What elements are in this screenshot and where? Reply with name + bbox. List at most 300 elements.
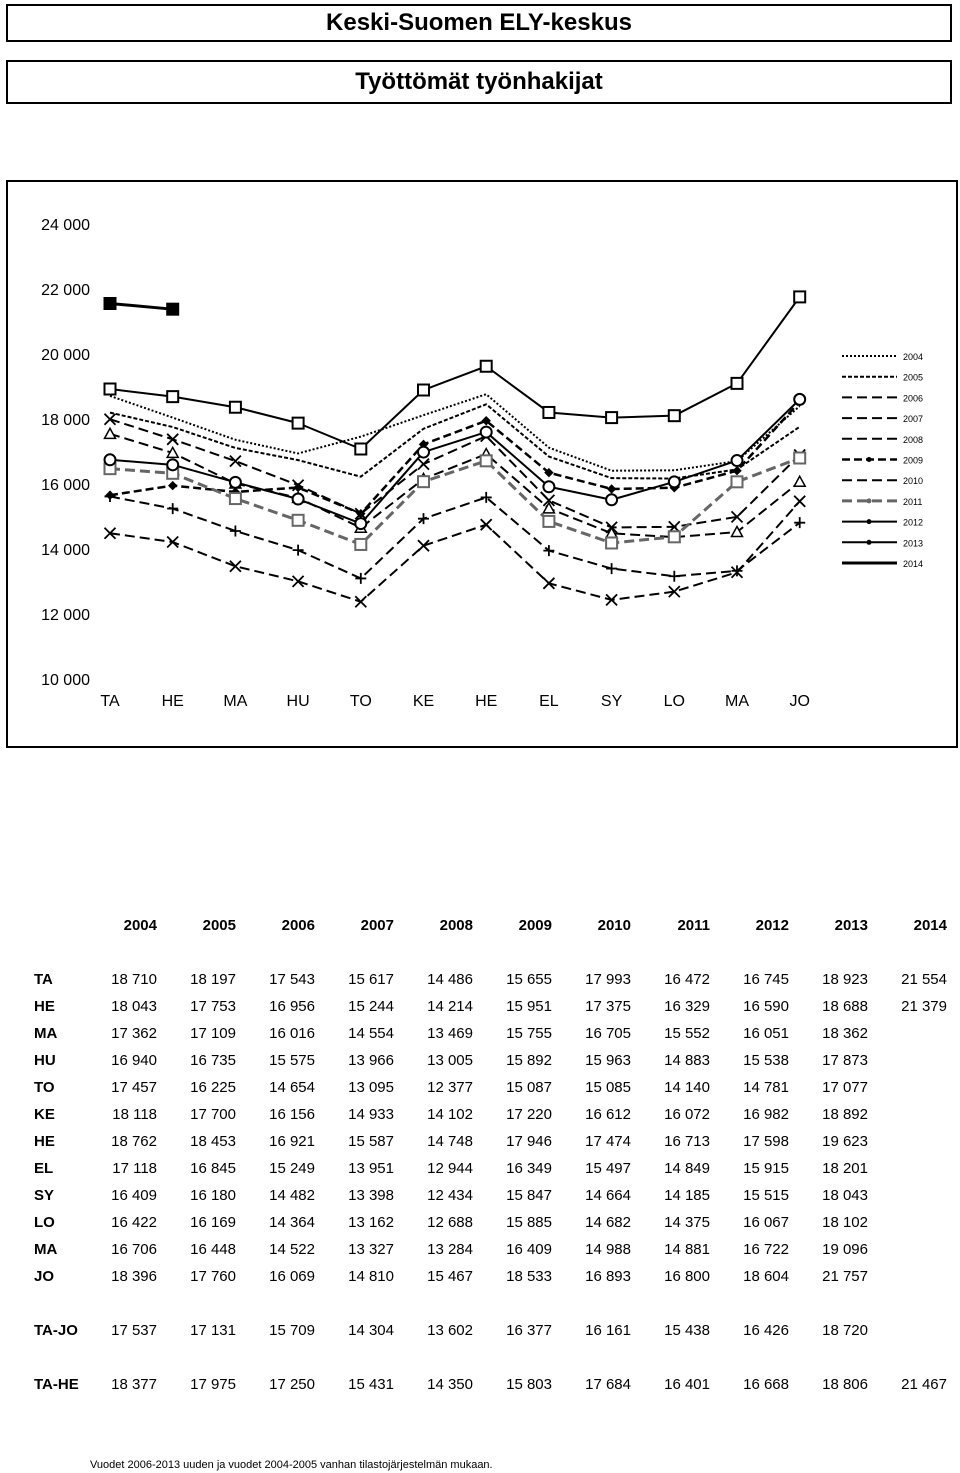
- table-cell: 16 156: [269, 1106, 315, 1123]
- table-cell: 16 016: [269, 1025, 315, 1042]
- data-point: [543, 516, 554, 527]
- table-cell: 16 940: [111, 1052, 157, 1069]
- y-tick-label: 20 000: [41, 347, 90, 364]
- table-cell: 15 575: [269, 1052, 315, 1069]
- table-cell: 18 688: [822, 998, 868, 1015]
- table-cell: 14 350: [427, 1376, 473, 1393]
- table-cell: 14 748: [427, 1133, 473, 1150]
- data-point: [293, 576, 304, 587]
- table-row: [0, 1155, 947, 1182]
- table-cell: 15 709: [269, 1322, 315, 1339]
- table-cell: 15 803: [506, 1376, 552, 1393]
- x-tick-label: MA: [725, 693, 749, 710]
- year-header: 2010: [597, 917, 631, 934]
- table-cell: 16 706: [111, 1241, 157, 1258]
- row-label: TA: [34, 971, 53, 988]
- table-cell: 16 956: [269, 998, 315, 1015]
- row-label: MA: [34, 1241, 58, 1258]
- table-corner: [0, 912, 82, 939]
- data-point: [418, 385, 429, 396]
- data-point: [355, 539, 366, 550]
- series-line: [110, 303, 173, 309]
- data-point: [606, 563, 617, 574]
- data-point: [543, 545, 554, 556]
- data-point: [418, 476, 429, 487]
- legend-label: 2011: [903, 496, 923, 507]
- table-cell: 14 988: [585, 1241, 631, 1258]
- legend-marker: [867, 457, 872, 462]
- table-cell: 18 043: [111, 998, 157, 1015]
- data-point: [669, 531, 680, 542]
- table-cell: 18 396: [111, 1268, 157, 1285]
- year-header: 2011: [677, 917, 710, 934]
- table-cell: 18 710: [111, 971, 157, 988]
- table-cell: 16 409: [506, 1241, 552, 1258]
- table-cell: 16 722: [743, 1241, 789, 1258]
- table-cell: 16 921: [269, 1133, 315, 1150]
- table-cell: [868, 1128, 947, 1155]
- data-point: [669, 410, 680, 421]
- table-cell: 15 755: [506, 1025, 552, 1042]
- table-row: [0, 1101, 947, 1128]
- year-header: 2009: [518, 917, 552, 934]
- table-cell: 15 587: [348, 1133, 394, 1150]
- y-tick-label: 12 000: [41, 607, 90, 624]
- legend-label: 2005: [903, 372, 924, 383]
- row-label: JO: [34, 1268, 55, 1285]
- data-point: [293, 515, 304, 526]
- table-cell: 18 720: [822, 1322, 868, 1339]
- data-point: [794, 517, 805, 528]
- legend-label: 2007: [903, 414, 924, 425]
- table-cell: [868, 1317, 947, 1344]
- data-point: [293, 545, 304, 556]
- y-tick-label: 16 000: [41, 477, 90, 494]
- table-cell: 16 472: [664, 971, 710, 988]
- table-row: [0, 1209, 947, 1236]
- table-row: [0, 993, 947, 1020]
- year-header: 2006: [281, 917, 315, 934]
- table-cell: 18 604: [743, 1268, 789, 1285]
- data-point: [293, 494, 304, 505]
- table-cell: 14 810: [348, 1268, 394, 1285]
- legend-label: 2009: [903, 455, 924, 466]
- table-cell: 16 612: [585, 1106, 631, 1123]
- table-cell: 13 327: [348, 1241, 394, 1258]
- data-point: [794, 476, 805, 486]
- legend-label: 2014: [903, 559, 924, 569]
- data-point: [608, 485, 616, 493]
- table-cell: 15 963: [585, 1052, 631, 1069]
- table-cell: 16 668: [743, 1376, 789, 1393]
- table-cell: 17 131: [190, 1322, 236, 1339]
- row-label: LO: [34, 1214, 55, 1231]
- table-cell: 15 087: [506, 1079, 552, 1096]
- table-cell: 13 951: [348, 1160, 394, 1177]
- data-point: [606, 537, 617, 548]
- data-point: [418, 459, 429, 470]
- table-cell: 14 881: [664, 1241, 710, 1258]
- table-cell: 16 169: [190, 1214, 236, 1231]
- data-point: [794, 496, 805, 507]
- table-cell: 14 682: [585, 1214, 631, 1231]
- table-cell: [868, 1074, 947, 1101]
- data-point: [167, 434, 178, 445]
- data-point: [105, 428, 116, 438]
- table-cell: 18 362: [822, 1025, 868, 1042]
- table-row: [0, 1182, 947, 1209]
- table-cell: 14 522: [269, 1241, 315, 1258]
- table-cell: 13 005: [427, 1052, 473, 1069]
- table-cell: 15 885: [506, 1214, 552, 1231]
- data-point: [355, 443, 366, 454]
- table-cell: 15 655: [506, 971, 552, 988]
- table-cell: 12 377: [427, 1079, 473, 1096]
- table-cell: 16 329: [664, 998, 710, 1015]
- x-tick-label: HE: [161, 693, 184, 710]
- table-cell: 17 598: [743, 1133, 789, 1150]
- table-row: [0, 1074, 947, 1101]
- data-point: [293, 418, 304, 429]
- data-point: [543, 407, 554, 418]
- y-tick-label: 18 000: [41, 412, 90, 429]
- row-label: HE: [34, 998, 55, 1015]
- x-tick-label: MA: [223, 693, 248, 710]
- row-label: HU: [34, 1052, 56, 1069]
- table-cell: 13 398: [348, 1187, 394, 1204]
- table-cell: 15 085: [585, 1079, 631, 1096]
- table-cell: 15 467: [427, 1268, 473, 1285]
- table-cell: 16 705: [585, 1025, 631, 1042]
- data-point: [481, 427, 492, 438]
- table-cell: 14 185: [664, 1187, 710, 1204]
- table-cell: 14 781: [743, 1079, 789, 1096]
- table-cell: 18 043: [822, 1187, 868, 1204]
- table-cell: 14 102: [427, 1106, 473, 1123]
- x-tick-label: TA: [100, 693, 120, 710]
- table-row: [0, 1020, 947, 1047]
- series-line: [110, 496, 800, 578]
- data-point: [230, 525, 241, 536]
- table-cell: 18 892: [822, 1106, 868, 1123]
- data-table: [0, 912, 947, 1398]
- data-point: [230, 402, 241, 413]
- data-point: [606, 494, 617, 505]
- table-cell: 16 422: [111, 1214, 157, 1231]
- table-row: [0, 1263, 947, 1290]
- table-cell: 15 515: [743, 1187, 789, 1204]
- data-point: [355, 518, 366, 529]
- table-cell: 17 873: [822, 1052, 868, 1069]
- data-point: [230, 477, 241, 488]
- data-point: [794, 291, 805, 302]
- data-point: [105, 384, 116, 395]
- table-cell: 14 304: [348, 1322, 394, 1339]
- x-tick-label: SY: [600, 693, 623, 710]
- table-cell: [868, 1263, 947, 1290]
- table-cell: 15 617: [348, 971, 394, 988]
- table-cell: 17 700: [190, 1106, 236, 1123]
- legend-label: 2010: [903, 476, 924, 487]
- table-cell: 15 497: [585, 1160, 631, 1177]
- series-line: [110, 402, 800, 514]
- table-cell: 15 951: [506, 998, 552, 1015]
- table-cell: 17 118: [112, 1160, 157, 1177]
- row-label: TA-JO: [34, 1322, 78, 1339]
- data-point: [167, 459, 178, 470]
- table-cell: 13 602: [427, 1322, 473, 1339]
- x-tick-label: KE: [412, 693, 435, 710]
- table-cell: 16 051: [743, 1025, 789, 1042]
- data-point: [732, 455, 743, 466]
- year-header: 2012: [755, 917, 789, 934]
- table-cell: 13 162: [348, 1214, 394, 1231]
- table-cell: 17 537: [111, 1322, 157, 1339]
- y-tick-label: 14 000: [41, 542, 90, 559]
- table-cell: 16 409: [111, 1187, 157, 1204]
- table-cell: 21 757: [822, 1268, 868, 1285]
- data-point: [418, 447, 429, 458]
- data-point: [230, 493, 241, 504]
- table-cell: 15 244: [348, 998, 394, 1015]
- x-tick-label: HU: [286, 693, 310, 710]
- data-point: [794, 453, 805, 464]
- table-cell: 12 688: [427, 1214, 473, 1231]
- legend-marker: [867, 498, 872, 503]
- table-cell: 19 623: [822, 1133, 868, 1150]
- data-point: [481, 361, 492, 372]
- data-point: [105, 454, 116, 465]
- table-cell: 12 434: [427, 1187, 473, 1204]
- table-row: [0, 1047, 947, 1074]
- table-cell: 16 448: [190, 1241, 236, 1258]
- table-cell: [868, 1182, 947, 1209]
- organization-name: Keski-Suomen ELY-keskus: [326, 9, 632, 36]
- data-point: [732, 378, 743, 389]
- table-cell: 16 893: [585, 1268, 631, 1285]
- y-tick-label: 22 000: [41, 282, 90, 299]
- legend-marker: [867, 519, 872, 524]
- table-row: [0, 1371, 947, 1398]
- data-point: [167, 304, 178, 315]
- table-cell: 16 180: [190, 1187, 236, 1204]
- year-header: 2007: [360, 917, 394, 934]
- table-header-row: [0, 912, 947, 939]
- table-cell: 17 684: [585, 1376, 631, 1393]
- table-cell: 15 438: [664, 1322, 710, 1339]
- table-cell: 15 538: [743, 1052, 789, 1069]
- data-point: [669, 476, 680, 487]
- table-cell: 13 095: [348, 1079, 394, 1096]
- table-cell: 14 654: [269, 1079, 315, 1096]
- table-cell: 13 284: [427, 1241, 473, 1258]
- table-cell: 18 806: [822, 1376, 868, 1393]
- table-cell: 16 426: [743, 1322, 789, 1339]
- table-cell: 16 735: [190, 1052, 236, 1069]
- data-point: [167, 537, 178, 548]
- table-cell: 16 845: [190, 1160, 236, 1177]
- table-cell: 17 993: [585, 971, 631, 988]
- table-cell: 16 069: [269, 1268, 315, 1285]
- table-cell: 16 800: [664, 1268, 710, 1285]
- table-cell: 19 096: [822, 1241, 868, 1258]
- table-cell: 16 225: [190, 1079, 236, 1096]
- table-cell: 13 469: [427, 1025, 473, 1042]
- table-cell: 18 201: [822, 1160, 868, 1177]
- table-cell: 16 377: [506, 1322, 552, 1339]
- table-cell: 16 349: [506, 1160, 552, 1177]
- table-cell: 18 102: [822, 1214, 868, 1231]
- table-cell: 17 753: [190, 998, 236, 1015]
- data-point: [733, 467, 741, 475]
- table-cell: 16 072: [664, 1106, 710, 1123]
- table-cell: 16 401: [664, 1376, 710, 1393]
- table-cell: 18 197: [190, 971, 236, 988]
- series-line: [110, 399, 800, 523]
- legend-label: 2013: [903, 538, 924, 549]
- table-cell: 14 486: [427, 971, 473, 988]
- table-cell: [868, 1101, 947, 1128]
- table-cell: 14 375: [664, 1214, 710, 1231]
- table-cell: 17 362: [111, 1025, 157, 1042]
- table-cell: 17 760: [190, 1268, 236, 1285]
- legend-label: 2006: [903, 393, 924, 404]
- x-tick-label: JO: [789, 693, 810, 710]
- data-point: [230, 456, 241, 467]
- footnote: Vuodet 2006-2013 uuden ja vuodet 2004-2005 vanhan tilastojärjestelmän mukaan.: [90, 1459, 493, 1471]
- table-cell: 17 077: [822, 1079, 868, 1096]
- y-tick-label: 10 000: [41, 672, 90, 689]
- legend-label: 2008: [903, 434, 924, 445]
- table-cell: 15 431: [348, 1376, 394, 1393]
- table-cell: 14 140: [664, 1079, 710, 1096]
- table-cell: [868, 1047, 947, 1074]
- table-cell: 17 250: [269, 1376, 315, 1393]
- table-cell: 14 849: [664, 1160, 710, 1177]
- year-header: 2008: [439, 917, 473, 934]
- table-cell: 21 379: [901, 998, 947, 1015]
- table-cell: 18 762: [111, 1133, 157, 1150]
- legend-marker: [867, 540, 872, 545]
- table-cell: 17 457: [111, 1079, 157, 1096]
- table-row: [0, 1128, 947, 1155]
- table-cell: 18 533: [506, 1268, 552, 1285]
- table-cell: [868, 1209, 947, 1236]
- legend-label: 2012: [903, 517, 924, 528]
- data-point: [732, 476, 743, 487]
- table-cell: 14 664: [585, 1187, 631, 1204]
- table-cell: 17 375: [585, 998, 631, 1015]
- table-cell: 14 554: [348, 1025, 394, 1042]
- table-cell: 17 220: [506, 1106, 552, 1123]
- table-cell: [868, 1236, 947, 1263]
- data-point: [105, 414, 116, 425]
- table-cell: 18 377: [111, 1376, 157, 1393]
- table-cell: 17 975: [190, 1376, 236, 1393]
- table-cell: 15 892: [506, 1052, 552, 1069]
- data-point: [230, 561, 241, 572]
- series-line: [110, 458, 800, 544]
- data-point: [669, 571, 680, 582]
- table-row: [0, 966, 947, 993]
- table-cell: 15 847: [506, 1187, 552, 1204]
- data-point: [794, 394, 805, 405]
- table-cell: 21 467: [901, 1376, 947, 1393]
- data-point: [355, 596, 366, 607]
- data-point: [606, 412, 617, 423]
- legend-label: 2004: [903, 352, 924, 362]
- table-cell: [868, 1020, 947, 1047]
- y-tick-label: 24 000: [41, 217, 90, 234]
- table-cell: 14 482: [269, 1187, 315, 1204]
- row-label: HE: [34, 1133, 55, 1150]
- table-cell: 14 364: [269, 1214, 315, 1231]
- data-point: [106, 491, 114, 499]
- table-cell: 16 590: [743, 998, 789, 1015]
- table-cell: 18 453: [190, 1133, 236, 1150]
- data-point: [481, 455, 492, 466]
- table-cell: 16 067: [743, 1214, 789, 1231]
- year-header: 2004: [123, 917, 157, 934]
- row-label: KE: [34, 1106, 55, 1123]
- year-header: 2014: [913, 917, 947, 934]
- table-cell: 15 552: [664, 1025, 710, 1042]
- table-cell: 17 543: [269, 971, 315, 988]
- data-point: [543, 481, 554, 492]
- table-cell: 14 214: [427, 998, 473, 1015]
- table-cell: 16 161: [585, 1322, 631, 1339]
- table-cell: 16 982: [743, 1106, 789, 1123]
- x-tick-label: EL: [539, 693, 559, 710]
- page-title: Työttömät työnhakijat: [355, 68, 603, 95]
- table-cell: 15 915: [743, 1160, 789, 1177]
- table-cell: 15 249: [269, 1160, 315, 1177]
- year-header: 2005: [202, 917, 236, 934]
- table-cell: 13 966: [348, 1052, 394, 1069]
- row-label: MA: [34, 1025, 58, 1042]
- table-cell: 18 118: [112, 1106, 157, 1123]
- row-label: SY: [34, 1187, 55, 1204]
- x-tick-label: LO: [663, 693, 685, 710]
- table-cell: 14 883: [664, 1052, 710, 1069]
- table-cell: 16 713: [664, 1133, 710, 1150]
- row-label: EL: [34, 1160, 54, 1177]
- table-cell: 14 933: [348, 1106, 394, 1123]
- table-row: [0, 1317, 947, 1344]
- table-cell: 16 745: [743, 971, 789, 988]
- row-label: TA-HE: [34, 1376, 79, 1393]
- row-label: TO: [34, 1079, 55, 1096]
- table-cell: 17 109: [190, 1025, 236, 1042]
- series-line: [110, 297, 800, 449]
- table-row: [0, 1236, 947, 1263]
- table-cell: 12 944: [427, 1160, 473, 1177]
- x-tick-label: HE: [475, 693, 498, 710]
- table-cell: 17 946: [506, 1133, 552, 1150]
- x-tick-label: TO: [349, 693, 372, 710]
- data-point: [481, 519, 492, 530]
- table-cell: 21 554: [901, 971, 947, 988]
- data-point: [167, 503, 178, 514]
- table-cell: 17 474: [585, 1133, 631, 1150]
- year-header: 2013: [834, 917, 868, 934]
- data-point: [169, 482, 177, 490]
- data-point: [418, 540, 429, 551]
- table-cell: [868, 1155, 947, 1182]
- table-cell: 18 923: [822, 971, 868, 988]
- data-point: [167, 391, 178, 402]
- data-point: [105, 298, 116, 309]
